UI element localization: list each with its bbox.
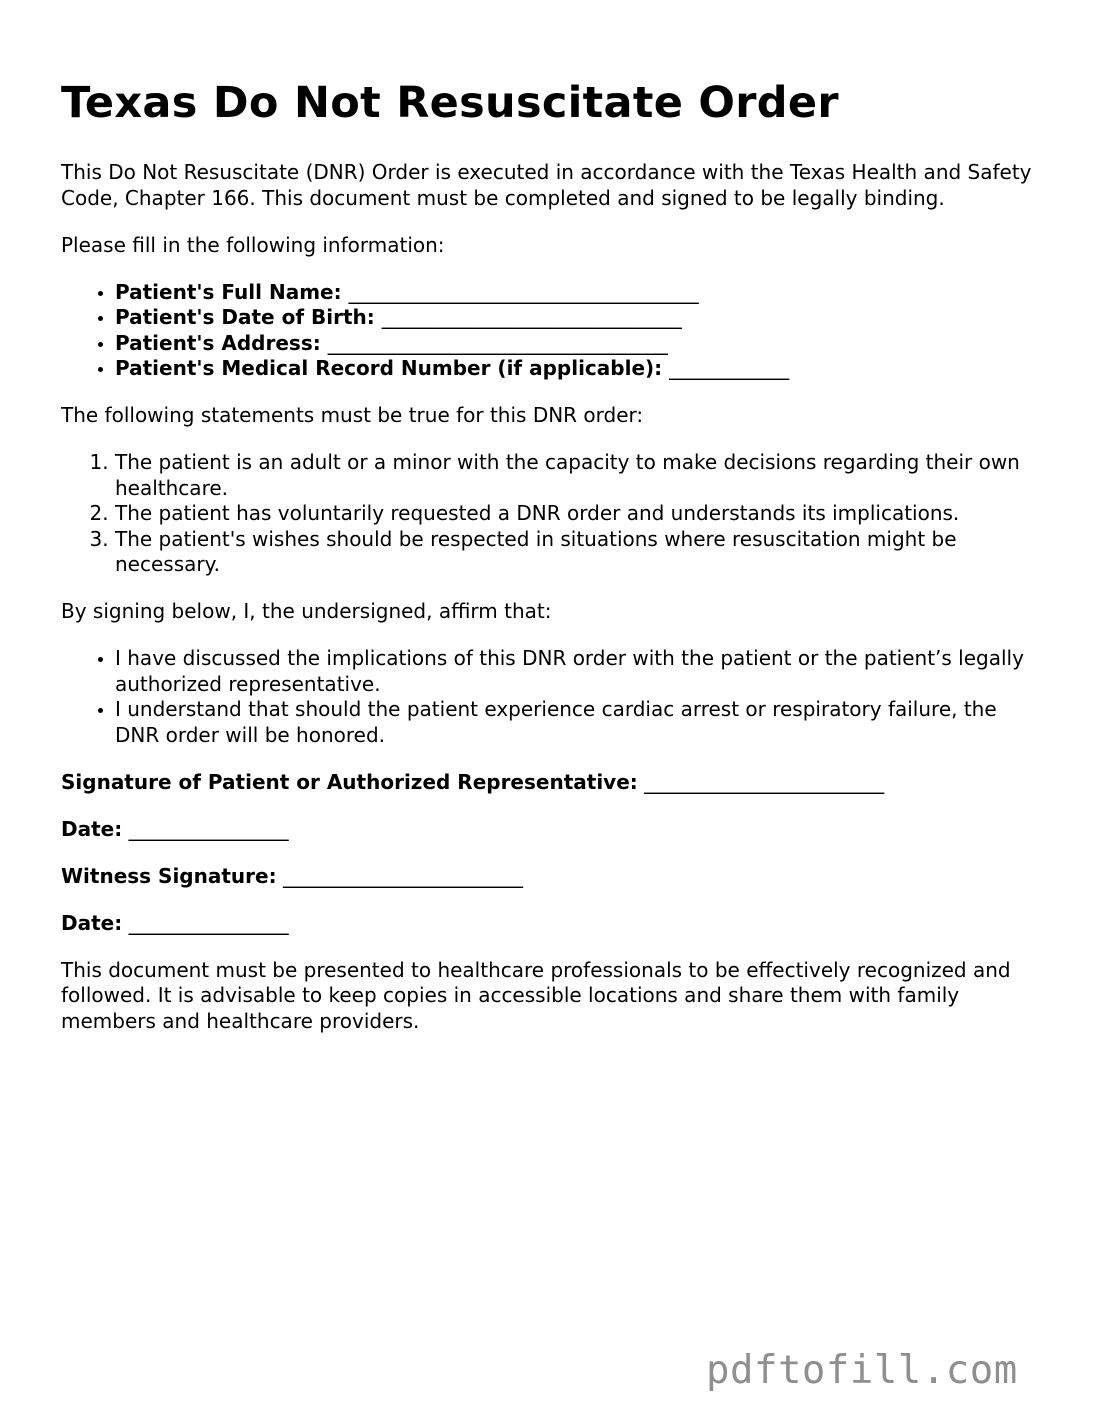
field-blank[interactable]: ___________________________________ — [348, 279, 699, 304]
page-title: Texas Do Not Resuscitate Order — [61, 78, 839, 128]
signature-label: Signature of Patient or Authorized Representative: — [61, 769, 638, 794]
patient-fields-list — [61, 280, 1046, 382]
affirm-intro: By signing below, I, the undersigned, affirm that: — [61, 599, 552, 623]
statements-list — [61, 450, 1046, 578]
signature-blank[interactable]: ________________________ — [282, 863, 523, 888]
field-label: Patient's Date of Birth: — [115, 305, 375, 329]
closing-paragraph: This document must be presented to healthcare professionals to be effectively recognized and followed. It is advisable to keep copies in accessible locations and share them with family members and healthcare providers. — [61, 957, 1011, 1033]
signature-blank[interactable]: ________________________ — [644, 769, 885, 794]
signature-label: Date: — [61, 816, 123, 841]
field-label: Patient's Full Name: — [115, 279, 342, 304]
field-patient-full-name[interactable] — [115, 280, 1046, 306]
statements-intro: The following statements must be true for this DNR order: — [61, 403, 644, 427]
field-label: Patient's Address: — [115, 330, 321, 355]
signature-blank[interactable]: ________________ — [128, 910, 289, 935]
signature-patient-representative[interactable] — [61, 770, 1046, 796]
field-patient-date-of-birth[interactable] — [115, 305, 1046, 331]
field-patient-address[interactable] — [115, 331, 1046, 357]
signature-label: Witness Signature: — [61, 863, 277, 888]
fill-prompt: Please fill in the following information: — [61, 232, 445, 257]
field-blank[interactable]: __________________________________ — [327, 330, 668, 355]
field-label: Patient's Medical Record Number (if applicable): — [115, 356, 663, 380]
field-blank[interactable]: ____________ — [669, 356, 790, 380]
document-page — [61, 74, 1046, 1034]
signature-date-2[interactable] — [61, 911, 1046, 937]
statement-item: 1. The patient is an adult or a minor with the capacity to make decisions regarding their own healthcare. — [115, 450, 1046, 501]
signature-date-1[interactable] — [61, 817, 1046, 843]
witness-signature[interactable] — [61, 864, 1046, 890]
affirmations-list — [61, 646, 1046, 748]
watermark-logo: pdftofill.com — [706, 1348, 1018, 1393]
signature-blank[interactable]: ________________ — [128, 816, 289, 841]
signature-label: Date: — [61, 910, 123, 935]
intro-paragraph: This Do Not Resuscitate (DNR) Order is executed in accordance with the Texas Health and Safety Code, Chapter 166. This document must be completed and signed to be legally binding. — [61, 160, 1032, 210]
field-patient-medical-record-number[interactable] — [115, 356, 1046, 382]
affirmation-item: • I have discussed the implications of this DNR order with the patient or the patient’s legally authorized representative. — [115, 646, 1046, 697]
field-blank[interactable]: ______________________________ — [381, 305, 682, 329]
affirmation-item: • I understand that should the patient experience cardiac arrest or respiratory failure, the DNR order will be honored. — [115, 697, 1046, 748]
statement-item: 3. The patient's wishes should be respected in situations where resuscitation might be necessary. — [115, 527, 1046, 578]
statement-item: 2. The patient has voluntarily requested a DNR order and understands its implications. — [115, 501, 1046, 527]
